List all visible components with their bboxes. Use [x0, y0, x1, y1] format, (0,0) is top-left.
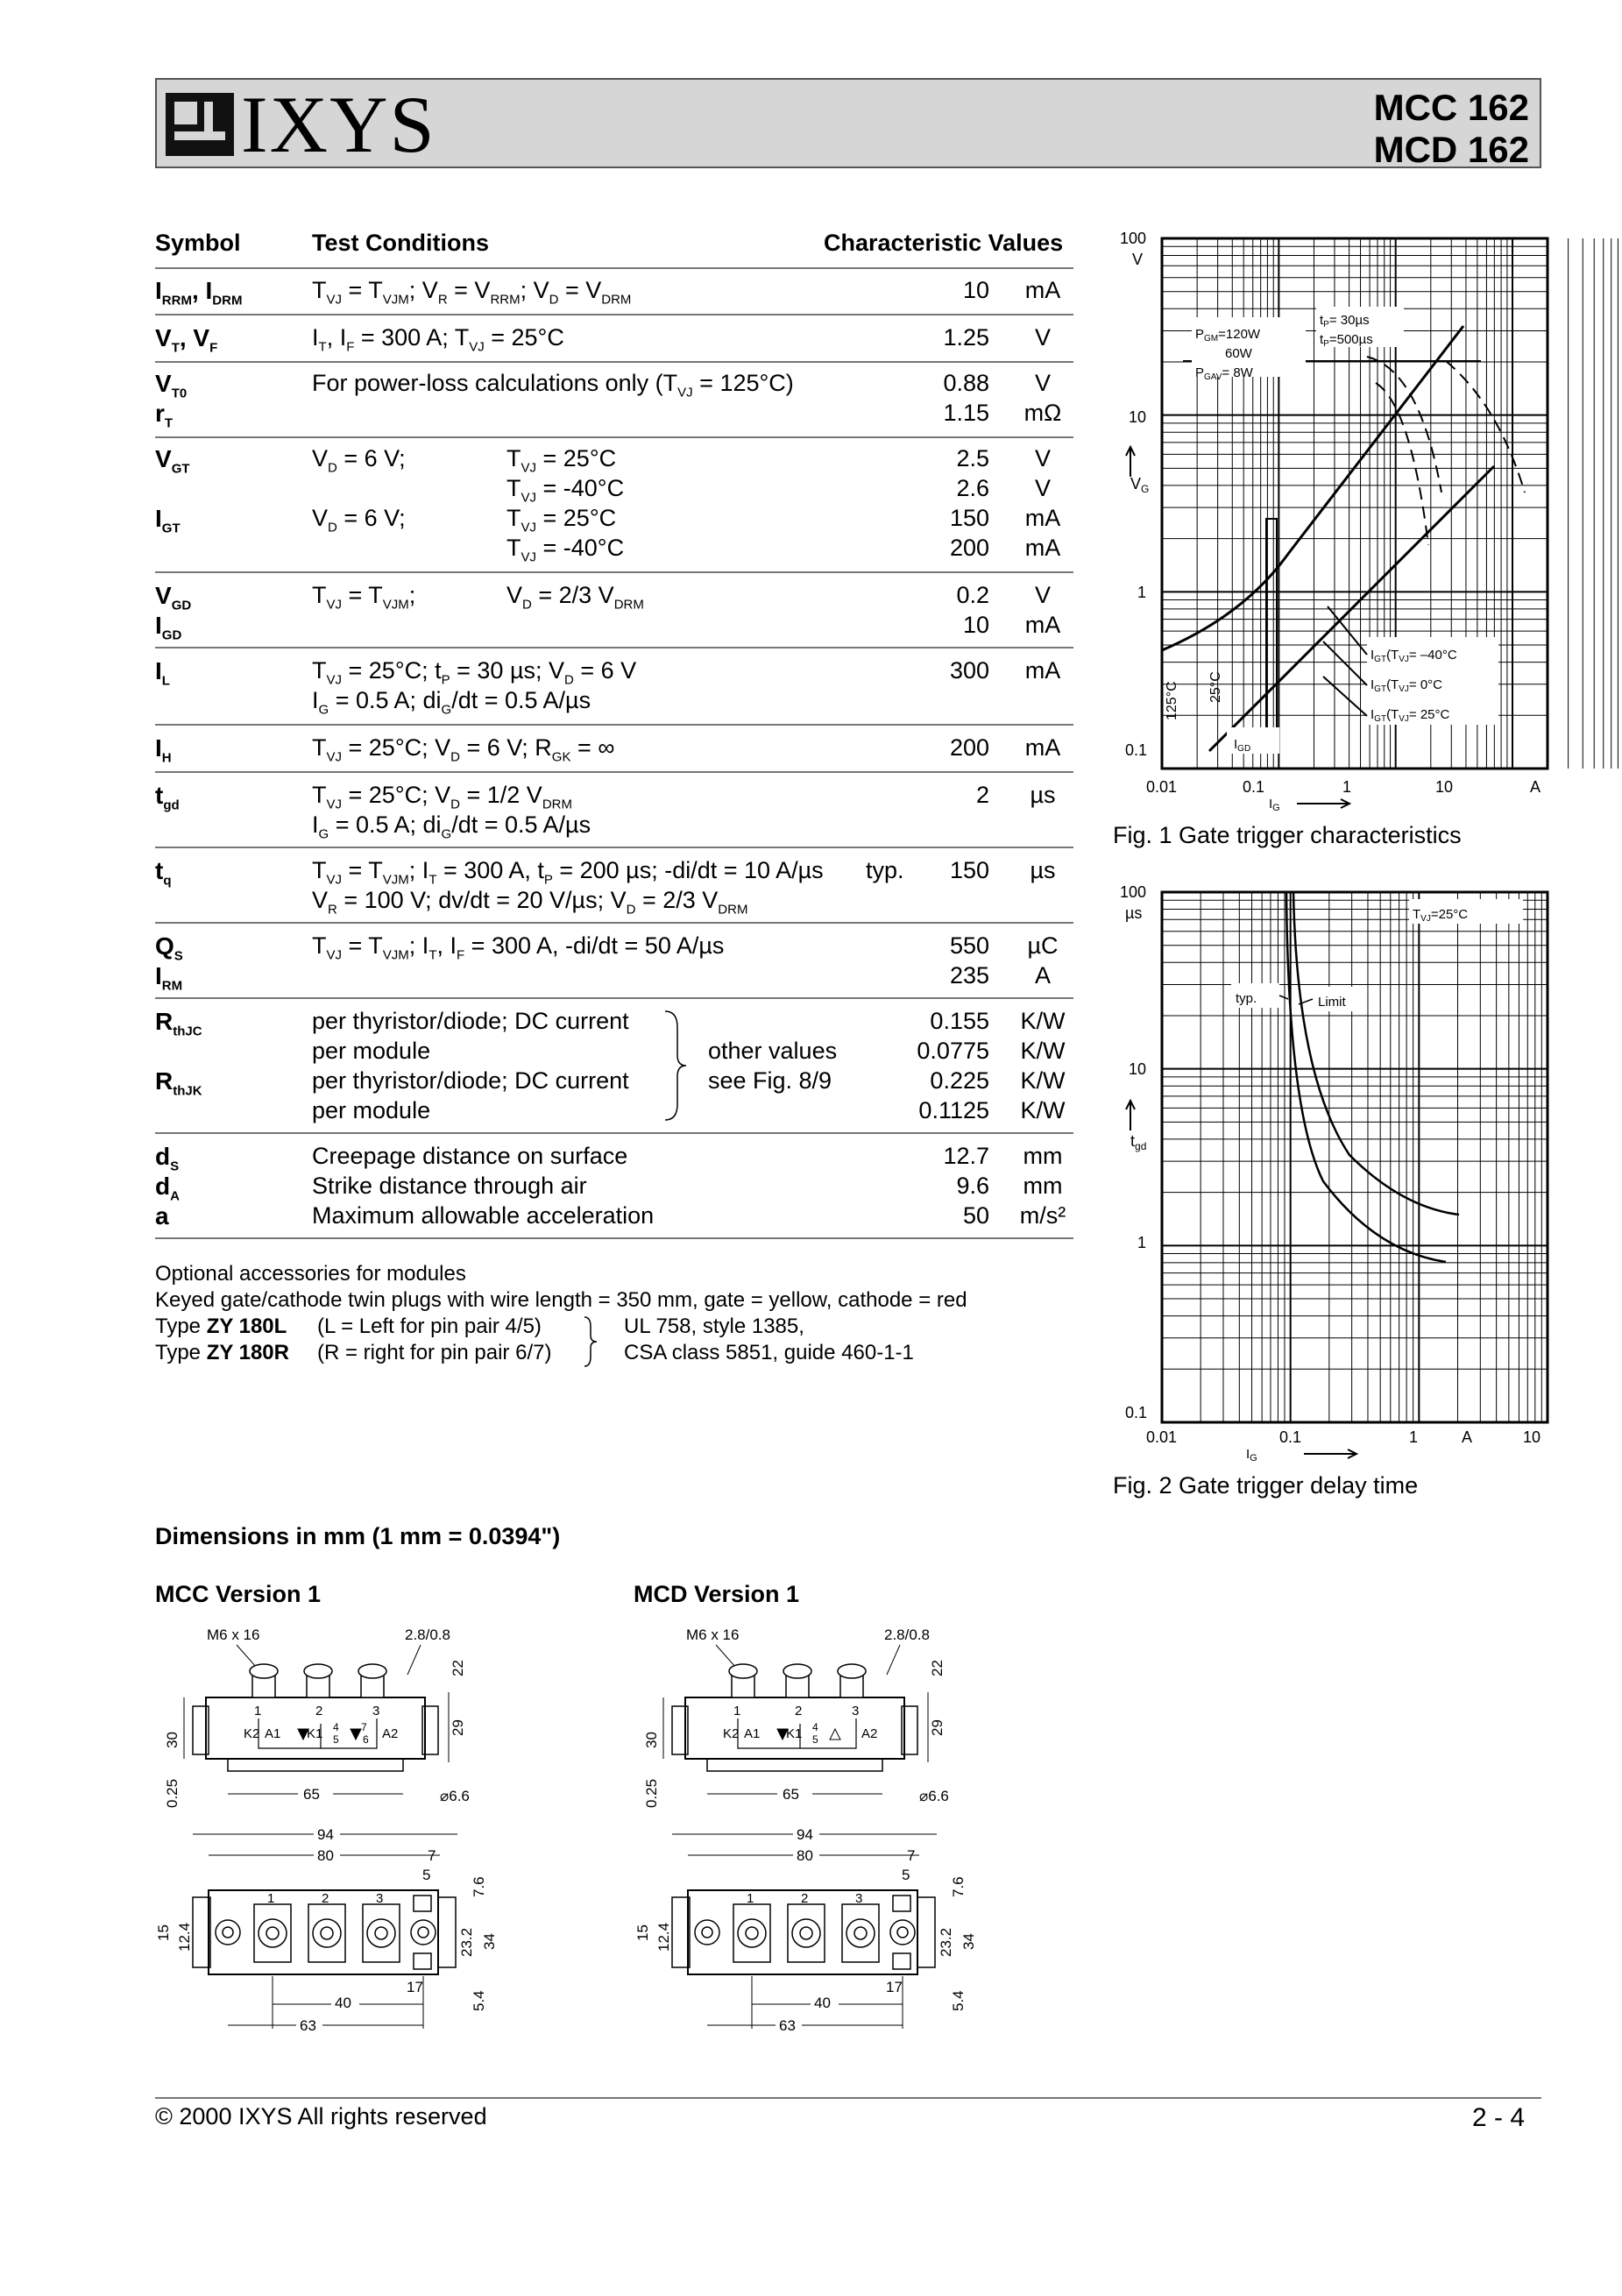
- row-rule: [155, 771, 1073, 773]
- fig1-ytick-01: 0.1: [1125, 741, 1148, 759]
- value-vgt-2: 2.6: [956, 475, 989, 501]
- fig1-tp-500: $t_P=500\mu s$: [1320, 332, 1373, 349]
- value-igt-2: 200: [949, 535, 989, 561]
- value-irm: 235: [949, 962, 989, 989]
- fig1-xunit: A: [1530, 778, 1541, 796]
- zy180l-name: ZY 180L: [206, 1315, 287, 1338]
- fig1-pgm-120: $P_{GM}=120W$: [1195, 327, 1261, 344]
- accessories-csa: CSA class 5851, guide 460-1-1: [624, 1341, 914, 1364]
- cond-tgd-2: $I_G = 0.5$ A; $di_G/dt = 0.5$ A/µs: [312, 811, 591, 842]
- cond-vgt-t2: $T_{VJ} = -40^\circ C$: [506, 475, 625, 506]
- fig1-tp-30: $t_P= 30\mu s$: [1320, 313, 1370, 330]
- mcd-top-pin-1: 1: [747, 1891, 754, 1906]
- fig2-ytick-01: 0.1: [1125, 1404, 1148, 1421]
- pin-a1: A1: [265, 1726, 281, 1741]
- row-rule: [155, 436, 1073, 438]
- mcd-pin-3: 3: [852, 1704, 860, 1718]
- fig1-label-125c: 125°C: [1165, 681, 1179, 720]
- row-rule: [155, 1132, 1073, 1134]
- value-qs: 550: [949, 932, 989, 959]
- fig2-typ-label: typ.: [1236, 991, 1257, 1006]
- value-vgt-1: 2.5: [956, 445, 989, 471]
- value-rth-2: 0.0775: [917, 1038, 989, 1064]
- dim-17: 17: [407, 1979, 423, 1995]
- page-number: 2 - 4: [1472, 2103, 1526, 2132]
- mcd-dim-15: 15: [634, 1924, 651, 1941]
- mcd-pin-a2: A2: [861, 1726, 878, 1741]
- fig1-xtick-1: 1: [1342, 778, 1352, 796]
- value-ds: 12.7: [943, 1143, 989, 1169]
- mcc-dimension-drawing: [155, 1626, 504, 2037]
- zy180r-desc: (R = right for pin pair 6/7): [317, 1341, 552, 1364]
- mcd-dim-screw: M6 x 16: [686, 1626, 740, 1643]
- fig1-ytick-1: 1: [1137, 584, 1147, 601]
- fig1-xtick-001: 0.01: [1146, 778, 1178, 796]
- symbol-qs: $Q_S$: [155, 932, 183, 964]
- pin-7: 7: [361, 1721, 367, 1733]
- top-pin-1: 1: [267, 1891, 275, 1906]
- fig1-pgav: $P_{GAV}= 8W$: [1195, 365, 1253, 382]
- unit-rth-3: K/W: [1020, 1067, 1066, 1094]
- cond-il-1: $T_{VJ} = 25^\circ C$; $t_P = 30$ µs; $V_D = 6$ V: [312, 657, 637, 688]
- cond-igt-t2: $T_{VJ} = -40^\circ C$: [506, 535, 625, 565]
- fig1-xtick-10: 10: [1435, 778, 1454, 796]
- mcd-dim-30: 30: [643, 1732, 660, 1748]
- value-irrm: 10: [962, 277, 989, 303]
- dim-22: 22: [450, 1660, 466, 1676]
- fig2-xunit: A: [1462, 1428, 1473, 1446]
- type-word: Type: [155, 1315, 202, 1338]
- cond-igt-vd: $V_D = 6$ V;: [312, 505, 406, 535]
- pin-6: 6: [363, 1733, 369, 1746]
- fig1-xtick-01: 0.1: [1243, 778, 1265, 796]
- mcd-top-pin-2: 2: [801, 1891, 809, 1906]
- symbol-a: a: [155, 1202, 169, 1229]
- fig1-gate-trigger-chart: [1113, 230, 1560, 813]
- footer-rule: [155, 2097, 1541, 2099]
- cond-irrm: $T_{VJ} = T_{VJM}$; $V_R = V_{RRM}$; $V_D = V_{DRM}$: [312, 277, 632, 308]
- value-il: 300: [949, 657, 989, 684]
- unit-da: mm: [1023, 1173, 1063, 1199]
- cond-ih: $T_{VJ} = 25^\circ C$; $V_D = 6$ V; $R_{GK}$ = ∞: [312, 734, 615, 765]
- mcd-dim-63: 63: [779, 2017, 796, 2034]
- dim-76: 7.6: [471, 1876, 487, 1897]
- cond-vgt-vd: $V_D = 6$ V;: [312, 445, 406, 476]
- row-rule: [155, 847, 1073, 848]
- fig1-ylabel: $V_G$: [1130, 475, 1150, 495]
- mcd-dim-34: 34: [960, 1933, 977, 1950]
- mcd-dim-17: 17: [886, 1979, 903, 1995]
- conditions-header: Test Conditions: [312, 230, 489, 256]
- pin-1: 1: [254, 1704, 262, 1718]
- mcd-pin-2: 2: [795, 1704, 803, 1718]
- unit-ih: mA: [1024, 734, 1061, 761]
- symbol-vt0: $V_{T0}$: [155, 370, 188, 401]
- fig1-curve-pgm-120: [1367, 357, 1441, 493]
- symbol-igt: $I_{GT}$: [155, 505, 181, 536]
- fig2-limit-label: Limit: [1318, 995, 1346, 1010]
- mcd-pin-4: 4: [812, 1721, 818, 1733]
- symbol-ih: $I_H$: [155, 734, 172, 766]
- value-igd: 10: [962, 612, 989, 638]
- pin-k2: K2: [244, 1726, 260, 1741]
- cond-vt: $I_T$, $I_F = 300$ A; $T_{VJ} = 25^\circ C$: [312, 324, 564, 355]
- unit-vgt-2: V: [1034, 475, 1051, 501]
- fig1-label-25c: 25°C: [1208, 671, 1223, 703]
- cond-tq-1: $T_{VJ} = T_{VJM}$; $I_T = 300$ A, $t_P = 200$ µs; -di/dt = 10 A/µs: [312, 857, 824, 888]
- symbol-vgt: $V_{GT}$: [155, 445, 190, 477]
- cond-vgd-t: $T_{VJ} = T_{VJM}$;: [312, 582, 416, 613]
- unit-ds: mm: [1023, 1143, 1063, 1169]
- fig1-igd-label: $I_{GD}$: [1234, 737, 1251, 754]
- rth-line-2: per module: [312, 1038, 431, 1064]
- unit-il: mA: [1024, 657, 1061, 684]
- unit-vgt-1: V: [1034, 445, 1051, 471]
- part-number-mcd: MCD 162: [1373, 129, 1529, 170]
- mcd-dim-76: 7.6: [950, 1876, 967, 1897]
- value-vt0: 0.88: [943, 370, 989, 396]
- fig1-ytick-10: 10: [1129, 408, 1147, 426]
- mcd-dimension-drawing: [634, 1626, 983, 2037]
- unit-irrm: mA: [1024, 277, 1061, 303]
- mcd-dim-025: 0.25: [643, 1778, 660, 1808]
- unit-irm: A: [1034, 962, 1051, 989]
- fig2-ytick-100: 100: [1120, 883, 1147, 901]
- rth-other-values: other values: [708, 1038, 838, 1064]
- value-igt-1: 150: [949, 505, 989, 531]
- logo-text: IXYS: [241, 80, 436, 169]
- mcd-dim-232: 23.2: [938, 1927, 954, 1957]
- fig1-xarrow-icon: [1297, 799, 1349, 808]
- pin-4: 4: [333, 1721, 339, 1733]
- value-rth-1: 0.155: [930, 1008, 989, 1034]
- cond-da: Strike distance through air: [312, 1173, 587, 1199]
- rth-brace-icon: [662, 1008, 688, 1123]
- value-vgd: 0.2: [956, 582, 989, 608]
- mcd-dim-65: 65: [783, 1786, 799, 1803]
- fig1-caption: Fig. 1 Gate trigger characteristics: [1113, 822, 1462, 848]
- row-rule: [155, 997, 1073, 999]
- rth-line-1: per thyristor/diode; DC current: [312, 1008, 629, 1034]
- ixys-logo: [166, 80, 436, 169]
- cond-a: Maximum allowable acceleration: [312, 1202, 655, 1229]
- dim-94: 94: [317, 1826, 334, 1843]
- symbol-vt: $V_T$, $V_F$: [155, 324, 218, 356]
- value-rth-3: 0.225: [930, 1067, 989, 1094]
- zy180r-name: ZY 180R: [206, 1341, 289, 1364]
- row-rule: [155, 922, 1073, 924]
- mcd-top-pin-3: 3: [855, 1891, 863, 1906]
- unit-igd: mA: [1024, 612, 1061, 638]
- fig1-igt-m40: $I_{GT}(T_{VJ}= -40^\circ C$: [1371, 648, 1457, 664]
- unit-rth-1: K/W: [1020, 1008, 1066, 1034]
- symbol-rt: $r_T$: [155, 400, 174, 431]
- accessories-title: Optional accessories for modules: [155, 1262, 466, 1286]
- zy180l-desc: (L = Left for pin pair 4/5): [317, 1315, 542, 1338]
- row-rule: [155, 314, 1073, 315]
- accessories-line2: Keyed gate/cathode twin plugs with wire length = 350 mm, gate = yellow, cathode = red: [155, 1288, 967, 1312]
- symbol-rthjk: $R_{thJK}$: [155, 1067, 202, 1099]
- dim-40: 40: [335, 1995, 351, 2011]
- top-pin-3: 3: [376, 1891, 384, 1906]
- fig2-grid: [1162, 892, 1548, 1422]
- unit-a: m/s²: [1019, 1202, 1066, 1229]
- unit-tq: µs: [1030, 857, 1056, 883]
- dim-7: 7: [428, 1847, 436, 1864]
- unit-vt: V: [1034, 324, 1051, 351]
- dim-65: 65: [303, 1786, 320, 1803]
- mcd-dim-5: 5: [902, 1867, 910, 1883]
- page-header: [155, 78, 1541, 168]
- rth-see-fig: see Fig. 8/9: [708, 1067, 832, 1094]
- fig1-igt-0: $I_{GT}(T_{VJ}=$ 0°C: [1371, 677, 1443, 694]
- dim-66: ⌀6.6: [440, 1788, 470, 1804]
- fig2-curve-limit: [1293, 892, 1459, 1215]
- value-a: 50: [962, 1202, 989, 1229]
- dim-34: 34: [481, 1933, 498, 1950]
- symbol-irm: $I_{RM}$: [155, 962, 183, 994]
- pin-5: 5: [333, 1733, 339, 1746]
- mcd-pin-k2: K2: [723, 1726, 740, 1741]
- unit-tgd: µs: [1030, 782, 1056, 808]
- value-ih: 200: [949, 734, 989, 761]
- mcc-version-title: MCC Version 1: [155, 1581, 322, 1607]
- rth-line-3: per thyristor/diode; DC current: [312, 1067, 629, 1094]
- fig2-ytick-10: 10: [1129, 1060, 1147, 1078]
- symbol-ds: $d_S$: [155, 1143, 180, 1174]
- fig2-frame: [1162, 892, 1548, 1422]
- cond-il-2: $I_G = 0.5$ A; $di_G/dt = 0.5$ A/µs: [312, 687, 591, 718]
- row-rule: [155, 724, 1073, 726]
- pin-3: 3: [372, 1704, 380, 1718]
- unit-vgd: V: [1034, 582, 1051, 608]
- part-number-mcc: MCC 162: [1373, 87, 1529, 128]
- symbol-rthjc: $R_{thJC}$: [155, 1008, 202, 1039]
- symbol-tgd: $t_{gd}$: [155, 782, 180, 813]
- unit-vt0: V: [1034, 370, 1051, 396]
- mcd-dim-124: 12.4: [655, 1922, 672, 1952]
- fig1-ytick-100: 100: [1120, 230, 1147, 247]
- mcd-dim-54: 5.4: [950, 1990, 967, 2011]
- pin-a2: A2: [382, 1726, 399, 1741]
- dim-80: 80: [317, 1847, 334, 1864]
- copyright: © 2000 IXYS All rights reserved: [155, 2103, 487, 2129]
- rth-line-4: per module: [312, 1097, 431, 1123]
- mcd-dim-66: ⌀6.6: [919, 1788, 949, 1804]
- dim-025: 0.25: [164, 1778, 181, 1808]
- fig2-tvj-label: $T_{VJ}=25^\circ C$: [1413, 907, 1469, 924]
- value-da: 9.6: [956, 1173, 989, 1199]
- pin-k1: K1: [307, 1726, 323, 1741]
- dim-5: 5: [422, 1867, 431, 1883]
- fig1-pgm-60: 60W: [1225, 346, 1252, 361]
- unit-igt-2: mA: [1024, 535, 1061, 561]
- fig2-caption: Fig. 2 Gate trigger delay time: [1113, 1472, 1419, 1499]
- unit-rt: mΩ: [1023, 400, 1062, 426]
- fig2-xtick-001: 0.01: [1146, 1428, 1178, 1446]
- row-rule: [155, 571, 1073, 573]
- accessories-zy180r: [155, 1341, 289, 1365]
- mcd-pin-1: 1: [733, 1704, 741, 1718]
- fig1-xlabel: $I_G$: [1269, 797, 1280, 813]
- dim-232: 23.2: [458, 1927, 475, 1957]
- dim-54: 5.4: [471, 1990, 487, 2011]
- row-rule: [155, 1237, 1073, 1239]
- fig2-xtick-01: 0.1: [1279, 1428, 1302, 1446]
- mcd-dim-80: 80: [797, 1847, 813, 1864]
- fig2-xtick-10: 10: [1523, 1428, 1541, 1446]
- dim-screw: M6 x 16: [207, 1626, 260, 1643]
- fig1-yarrow-icon: [1126, 447, 1135, 477]
- fig2-delay-time-chart: [1113, 883, 1560, 1462]
- mcd-pin-5: 5: [812, 1733, 818, 1746]
- dim-30: 30: [164, 1732, 181, 1748]
- symbol-il: $I_L$: [155, 657, 170, 689]
- value-tq: 150: [949, 857, 989, 883]
- accessories-brace-icon: [582, 1315, 599, 1369]
- row-rule: [155, 647, 1073, 648]
- cond-vt0: For power-loss calculations only $(T_{VJ} = 125^\circ C)$: [312, 370, 794, 400]
- unit-rth-2: K/W: [1020, 1038, 1066, 1064]
- cond-vgd-vd: $V_D = 2/3$ $V_{DRM}$: [506, 582, 644, 613]
- fig2-ytick-1: 1: [1137, 1234, 1147, 1251]
- mcd-top-view: [634, 1826, 977, 2034]
- symbol-tq: $t_q$: [155, 857, 172, 889]
- mcd-dim-29: 29: [929, 1719, 946, 1736]
- unit-qs: µC: [1027, 932, 1059, 959]
- mcd-dim-40: 40: [814, 1995, 831, 2011]
- mcc-side-view: [164, 1626, 470, 1808]
- pin-2: 2: [315, 1704, 323, 1718]
- dim-29: 29: [450, 1719, 466, 1736]
- mcd-pin-k1: K1: [786, 1726, 803, 1741]
- mcd-dim-7: 7: [907, 1847, 916, 1864]
- row-rule: [155, 361, 1073, 363]
- fig2-xtick-1: 1: [1409, 1428, 1419, 1446]
- cond-qs: $T_{VJ} = T_{VJM}$; $I_T$, $I_F = 300$ A, -di/dt = 50 A/µs: [312, 932, 725, 963]
- symbol-da: $d_A$: [155, 1173, 180, 1204]
- cond-tq-2: $V_R = 100$ V; dv/dt = 20 V/µs; $V_D = 2/3$ $V_{DRM}$: [312, 887, 748, 918]
- dim-tab: 2.8/0.8: [405, 1626, 450, 1643]
- values-header: Characteristic Values: [824, 230, 1064, 256]
- mcd-pin-a1: A1: [744, 1726, 761, 1741]
- dim-124: 12.4: [176, 1922, 193, 1952]
- header-rule: [155, 267, 1073, 269]
- fig2-xlabel: $I_G$: [1246, 1447, 1257, 1463]
- accessories-zy180l: [155, 1315, 287, 1339]
- cond-tgd-1: $T_{VJ} = 25^\circ C$; $V_D = 1/2$ $V_{DRM}$: [312, 782, 572, 812]
- fig1-igt-25: $I_{GT}(T_{VJ}= 25^\circ C$: [1371, 707, 1450, 724]
- symbol-header: Symbol: [155, 230, 241, 256]
- cond-igt-t1: $T_{VJ} = 25^\circ C$: [506, 505, 617, 535]
- dim-63: 63: [300, 2017, 316, 2034]
- mcd-dim-94: 94: [797, 1826, 813, 1843]
- mcc-top-view: [155, 1826, 498, 2034]
- mcd-dim-tab: 2.8/0.8: [884, 1626, 930, 1643]
- value-vt: 1.25: [943, 324, 989, 351]
- fig2-yunit: µs: [1125, 904, 1143, 922]
- mcd-dim-22: 22: [929, 1660, 946, 1676]
- value-tgd: 2: [975, 782, 989, 808]
- symbol-irrm: $I_{RRM}$, $I_{DRM}$: [155, 277, 243, 308]
- value-rt: 1.15: [943, 400, 989, 426]
- value-rth-4: 0.1125: [918, 1097, 989, 1123]
- type-word: Type: [155, 1341, 202, 1364]
- ixys-logo-mark-icon: [166, 93, 234, 156]
- mcd-version-title: MCD Version 1: [634, 1581, 800, 1607]
- dimensions-title: Dimensions in mm (1 mm = 0.0394"): [155, 1523, 561, 1549]
- fig2-yarrow-icon: [1126, 1101, 1135, 1130]
- symbol-vgd: $V_{GD}$: [155, 582, 192, 613]
- fig2-xarrow-icon: [1304, 1449, 1356, 1458]
- fig1-yunit: V: [1132, 251, 1144, 268]
- mcd-side-view: [643, 1626, 949, 1808]
- unit-rth-4: K/W: [1020, 1097, 1066, 1123]
- cond-ds: Creepage distance on surface: [312, 1143, 628, 1169]
- part-numbers: [1374, 87, 1529, 171]
- tq-typ: typ.: [866, 857, 904, 883]
- accessories-ul: UL 758, style 1385,: [624, 1315, 804, 1338]
- symbol-igd: $I_{GD}$: [155, 612, 182, 643]
- dim-15: 15: [155, 1924, 172, 1941]
- cond-vgt-t1: $T_{VJ} = 25^\circ C$: [506, 445, 617, 476]
- unit-igt-1: mA: [1024, 505, 1061, 531]
- top-pin-2: 2: [322, 1891, 329, 1906]
- fig2-ylabel: $t_{gd}$: [1130, 1132, 1147, 1152]
